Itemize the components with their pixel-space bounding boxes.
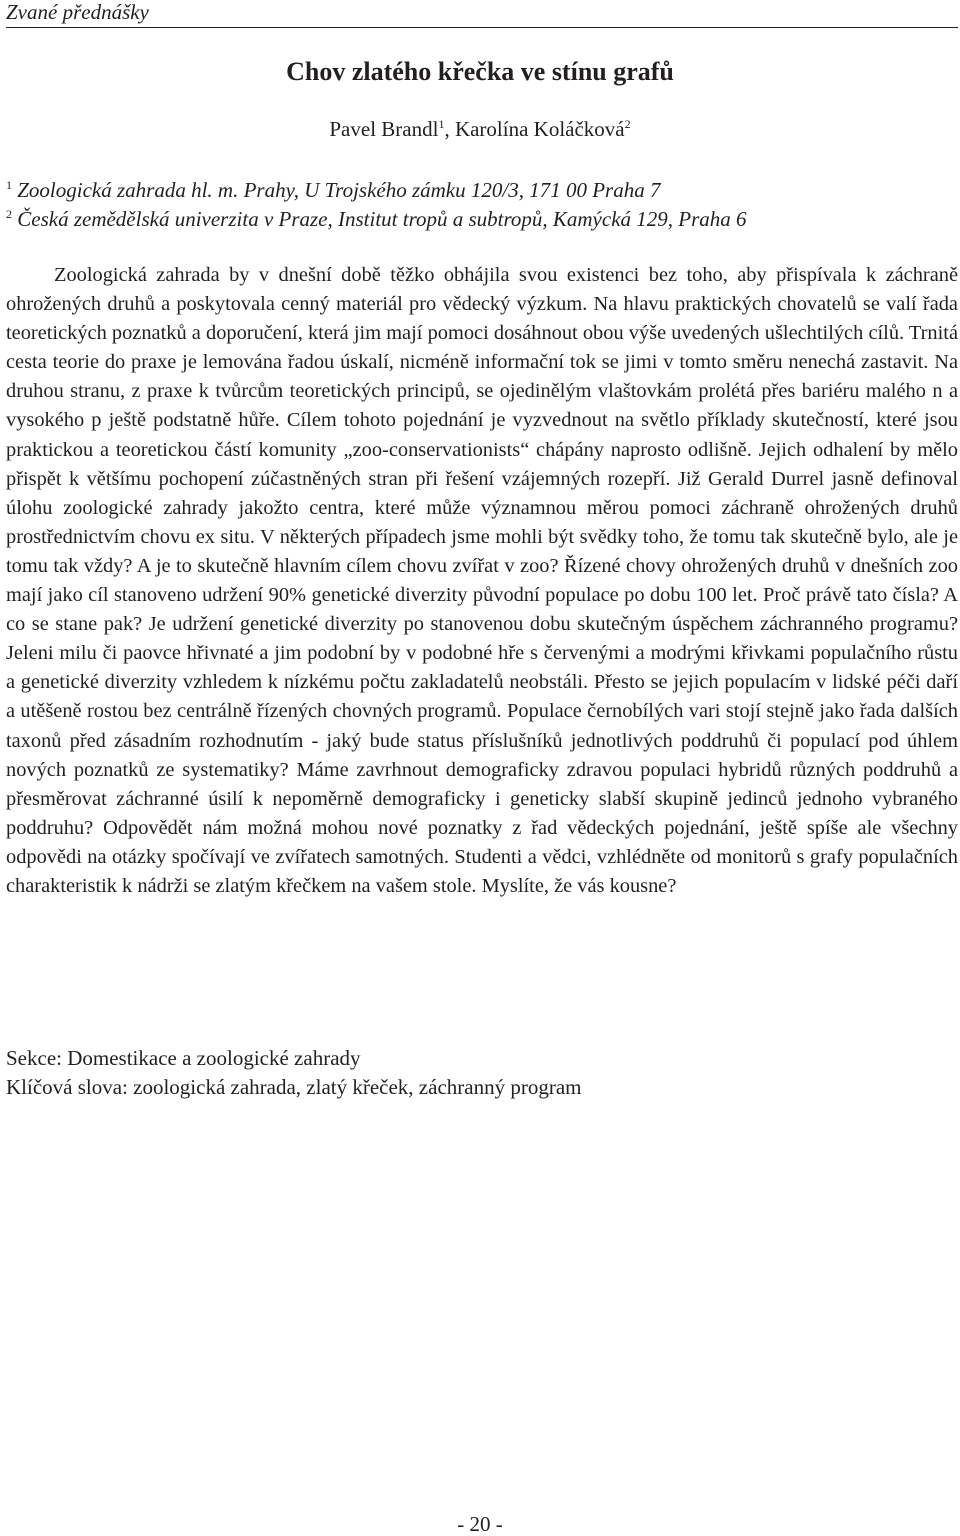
header-rule xyxy=(6,27,958,28)
affiliation-text: Česká zemědělská univerzita v Praze, Institut tropů a subtropů, Kamýcká 129, Praha 6 xyxy=(12,207,747,231)
keywords-line: Klíčová slova: zoologická zahrada, zlatý křeček, záchranný program xyxy=(6,1075,582,1099)
running-head: Zvané přednášky xyxy=(6,0,149,24)
affiliation-mark: 2 xyxy=(6,207,12,221)
section-line: Sekce: Domestikace a zoologické zahrady xyxy=(6,1046,361,1070)
affiliation-text: Zoologická zahrada hl. m. Prahy, U Trojského zámku 120/3, 171 00 Praha 7 xyxy=(12,178,661,202)
author-name: Karolína Koláčková xyxy=(454,117,625,141)
author-line xyxy=(0,115,960,146)
affiliation-2 xyxy=(6,205,956,236)
paper-title: Chov zlatého křečka ve stínu grafů xyxy=(286,57,674,86)
author-name: Pavel Brandl xyxy=(329,117,439,141)
abstract-paragraph: Zoologická zahrada by v dnešní době těžko obhájila svou existenci bez toho, aby přispívala k záchraně ohrožených druhů a poskytovala cenný materiál pro vědecký výzkum. Na hlavu praktických chovatelů se valí řada teoretických poznatků a doporučení, která jim mají pomoci dosáhnout obou výše uvedených ušlechtilých cílů. Trnitá cesta teorie do praxe je lemována řadou úskalí, nicméně informační tok se jimi v tomto směru nenechá zastavit. Na druhou stranu, z praxe k tvůrcům teoretických principů, se ojedinělým vlaštovkám prolétá přes bariéru malého n a vysokého p ještě podstatně hůře. Cílem tohoto pojednání je vyzvednout na světlo příklady skutečností, které jsou praktickou a teoretickou částí komunity „zoo-conservationists“ chápány naprosto odlišně. Jejich odhalení by mělo přispět k většímu pochopení zúčastněných stran při řešení vzájemných rozepří. Již Gerald Durrel jasně definoval úlohu zoologické zahrady jakožto centra, které může významnou měrou pomoci záchraně ohrožených druhů prostřednictvím chovu ex situ. V některých případech jsme mohli být svědky toho, že tomu tak skutečně bylo, ale je tomu tak vždy? A je to skutečně hlavním cílem chovu zvířat v zoo? Řízené chovy ohrožených druhů v dnešních zoo mají jako cíl stanoveno udržení 90% genetické diverzity původní populace po dobu 100 let. Proč právě tato čísla? A co se stane pak? Je udržení genetické diverzity po stanovenou dobu skutečným úspěchem záchranného programu? Jeleni milu či paovce hřivnaté a jim podobní by v podobné hře s červenými a modrými křivkami populačního růstu a genetické diverzity vzhledem k nízkému počtu zakladatelů neobstáli. Přesto se jejich populacím v lidské péči daří a utěšeně rostou bez centrálně řízených chovných programů. Populace černobílých vari stojí stejně jako řada dalších taxonů před zásadním rozhodnutím - jaký bude status příslušníků jednotlivých poddruhů či populací pod úhlem nových poznatků ze systematiky? Máme zavrhnout demograficky zdravou populaci hybridů různých poddruhů a přesměrovat záchranné úsilí k nepoměrně demograficky i geneticky slabší skupině jedinců jednoho vybraného poddruhu? Odpovědět nám možná mohou nové poznatky z řad vědeckých pojednání, ještě spíše ale všechny odpovědi na otázky spočívají ve zvířatech samotných. Studenti a vědci, vzhlédněte od monitorů s grafy populačních charakteristik k nádrži se zlatým křečkem na vašem stole. Myslíte, že vás kousne? xyxy=(6,264,958,897)
page-number: - 20 - xyxy=(457,1512,503,1536)
affiliation-1 xyxy=(6,176,956,207)
affiliation-mark: 2 xyxy=(624,117,631,131)
affiliation-mark: 1 xyxy=(438,117,445,131)
author-separator: , xyxy=(444,117,455,141)
affiliation-mark: 1 xyxy=(6,178,12,192)
